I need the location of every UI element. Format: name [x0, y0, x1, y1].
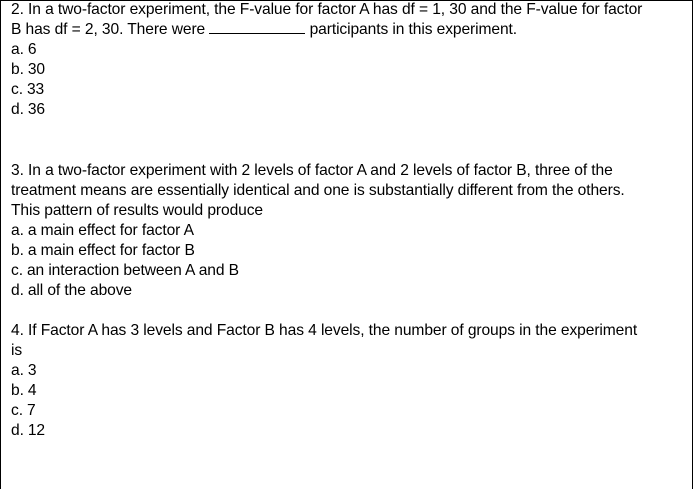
question-2-stem-part1: 2. In a two-factor experiment, the F-value for factor A has df = 1, 30 and the F-value for factor B has df = 2, 30. There were: [11, 1, 643, 38]
option-c: [11, 261, 651, 281]
option-text: 33: [26, 81, 45, 98]
option-text: 12: [27, 422, 45, 439]
option-text: 6: [27, 41, 37, 58]
option-letter: b.: [11, 61, 24, 78]
question-2-stem: [11, 0, 651, 40]
question-3-stem: 3. In a two-factor experiment with 2 levels of factor A and 2 levels of factor B, three of the treatment means are essentially identical and one is substantially different from the others. This pattern of results would produce: [11, 162, 625, 219]
option-d: [11, 100, 651, 120]
option-c: [11, 401, 651, 421]
question-3-options: [11, 221, 651, 301]
question-4: [11, 321, 651, 441]
option-letter: b.: [11, 242, 24, 259]
answer-blank: [209, 21, 305, 34]
question-4-options: [11, 361, 651, 441]
option-text: 36: [27, 101, 45, 118]
option-letter: c.: [11, 81, 23, 98]
option-a: [11, 221, 651, 241]
option-b: [11, 381, 651, 401]
option-text: a main effect for factor B: [27, 242, 195, 259]
option-b: [11, 241, 651, 261]
option-d: [11, 421, 651, 441]
option-a: [11, 361, 651, 381]
option-d: [11, 281, 651, 301]
option-letter: a.: [11, 222, 24, 239]
option-text: 30: [27, 61, 45, 78]
option-a: [11, 40, 651, 60]
option-letter: c.: [11, 402, 23, 419]
option-letter: a.: [11, 41, 24, 58]
option-letter: d.: [11, 101, 24, 118]
option-text: 4: [27, 382, 37, 399]
option-text: a main effect for factor A: [27, 222, 194, 239]
question-2-options: [11, 40, 651, 120]
option-b: [11, 60, 651, 80]
option-text: all of the above: [27, 282, 132, 299]
question-4-stem: 4. If Factor A has 3 levels and Factor B has 4 levels, the number of groups in the experiment is: [11, 322, 638, 359]
question-2-stem-part2: participants in this experiment.: [309, 21, 518, 38]
option-text: 3: [27, 362, 37, 379]
option-letter: d.: [11, 282, 24, 299]
question-2: [11, 0, 651, 120]
option-letter: d.: [11, 422, 24, 439]
question-3: [11, 161, 651, 301]
option-c: [11, 80, 651, 100]
option-text: an interaction between A and B: [26, 262, 239, 279]
option-letter: b.: [11, 382, 24, 399]
option-letter: a.: [11, 362, 24, 379]
option-letter: c.: [11, 262, 23, 279]
option-text: 7: [26, 402, 36, 419]
